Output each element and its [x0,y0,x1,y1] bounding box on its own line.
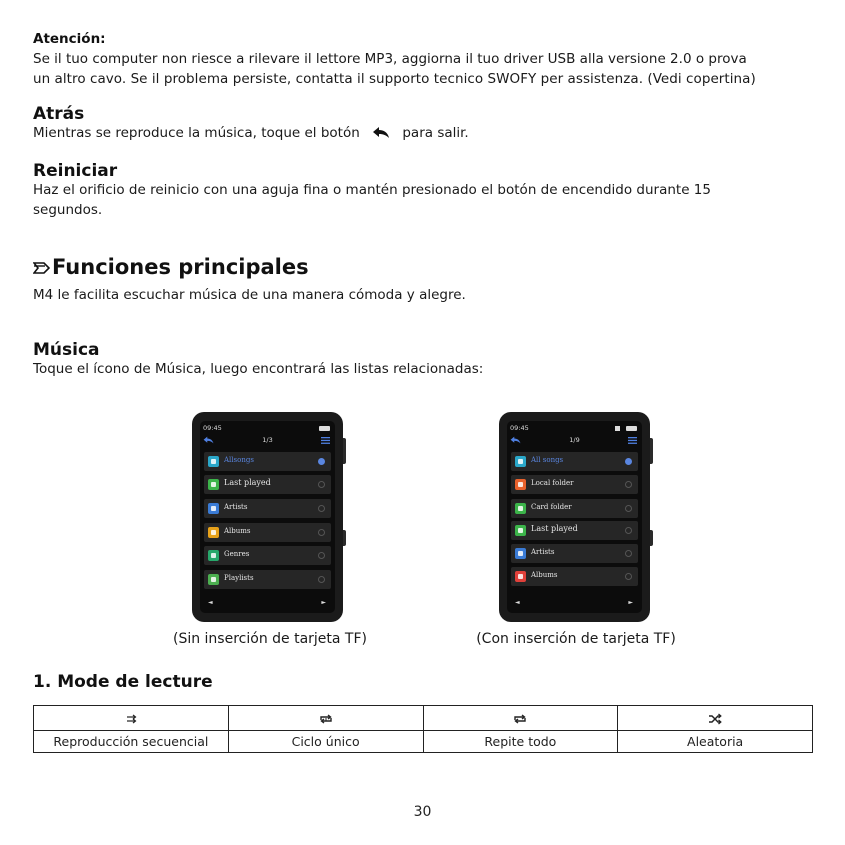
caption-with-card: (Con inserción de tarjeta TF) [476,631,676,647]
repeat-all-icon [512,713,528,725]
functions-title: Funciones principales [33,255,309,279]
player-screen-no-card [192,412,343,622]
next-page-button[interactable]: ► [628,599,633,606]
album-icon [208,527,219,538]
list-item[interactable]: Albums [511,567,638,586]
mode-label: Aleatoria [618,731,813,753]
mode-cell [228,706,423,731]
reset-title: Reiniciar [33,161,118,181]
status-bar [510,424,639,434]
side-button [343,530,346,546]
radio-selected [625,458,632,465]
side-button [650,438,653,464]
clock: 09:45 [203,424,222,432]
artist-icon [208,503,219,514]
page-indicator: 1/9 [569,436,580,444]
attention-title: Atención: [33,31,106,47]
nav-bar [507,435,642,446]
prev-page-button[interactable]: ◄ [515,599,520,606]
sequential-icon [123,713,139,725]
attention-text: Se il tuo computer non riesce a rilevare il lettore MP3, aggiorna il tuo driver USB alla versione 2.0 o prova un altro cavo. Se il problema persiste, contatta il supporto tecnico SWOFY per assistenza. (Vedi copertina) [33,51,756,87]
next-page-button[interactable]: ► [321,599,326,606]
back-text: Mientras se reproduce la música, toque el botón para salir. [33,125,469,141]
radio-selected [318,458,325,465]
artist-icon [515,548,526,559]
sd-card-icon [615,426,620,431]
functions-text: M4 le facilita escuchar música de una manera cómoda y alegre. [33,287,466,303]
shuffle-icon [707,713,723,725]
page-indicator: 1/3 [262,436,273,444]
list-item[interactable]: Artists [511,544,638,563]
radio [318,576,325,583]
music-note-icon [515,456,526,467]
music-note-icon [208,456,219,467]
radio [625,550,632,557]
mode-cell [618,706,813,731]
back-arrow-icon [372,126,390,139]
list-item[interactable]: Last played [511,521,638,540]
list-item[interactable]: Last played [204,475,331,494]
page-number: 30 [413,804,432,820]
list-item[interactable]: Playlists [204,570,331,589]
music-text: Toque el ícono de Música, luego encontrará las listas relacionadas: [33,361,484,377]
play-modes-table [33,705,813,753]
arrow-bullet-icon [33,260,50,274]
recent-icon [208,479,219,490]
mode-label: Repite todo [423,731,618,753]
list-item[interactable]: Allsongs [204,452,331,471]
radio [318,481,325,488]
folder-icon [515,479,526,490]
recent-icon [515,525,526,536]
list-item[interactable]: All songs [511,452,638,471]
list-item[interactable]: Genres [204,546,331,565]
genre-icon [208,550,219,561]
radio [625,481,632,488]
side-button [343,438,346,464]
modes-title: 1. Mode de lecture [33,672,213,692]
player-display [200,421,335,613]
list-item[interactable]: Local folder [511,475,638,494]
prev-page-button[interactable]: ◄ [208,599,213,606]
nav-bar [200,435,335,446]
list-item[interactable]: Card folder [511,499,638,518]
playlist-icon [208,574,219,585]
battery-icon [319,426,330,431]
sd-card-icon [515,503,526,514]
mode-cell [34,706,229,731]
mode-cell [423,706,618,731]
repeat-one-icon [318,713,334,725]
clock: 09:45 [510,424,529,432]
radio [318,505,325,512]
radio [318,552,325,559]
player-display [507,421,642,613]
radio [625,505,632,512]
reset-text: Haz el orificio de reinicio con una aguja fina o mantén presionado el botón de encendido durante 15 segundos. [33,182,711,218]
player-screen-with-card [499,412,650,622]
menu-icon[interactable] [321,437,330,444]
mode-label: Reproducción secuencial [34,731,229,753]
list-item[interactable]: Albums [204,523,331,542]
pager [511,598,638,608]
album-icon [515,571,526,582]
battery-icon [626,426,637,431]
back-title: Atrás [33,104,85,124]
menu-icon[interactable] [628,437,637,444]
pager [204,598,331,608]
radio [625,573,632,580]
mode-label: Ciclo único [228,731,423,753]
radio [318,529,325,536]
side-button [650,530,653,546]
status-bar [203,424,332,434]
music-title: Música [33,340,100,360]
caption-no-card: (Sin inserción de tarjeta TF) [172,631,368,647]
list-item[interactable]: Artists [204,499,331,518]
radio [625,527,632,534]
